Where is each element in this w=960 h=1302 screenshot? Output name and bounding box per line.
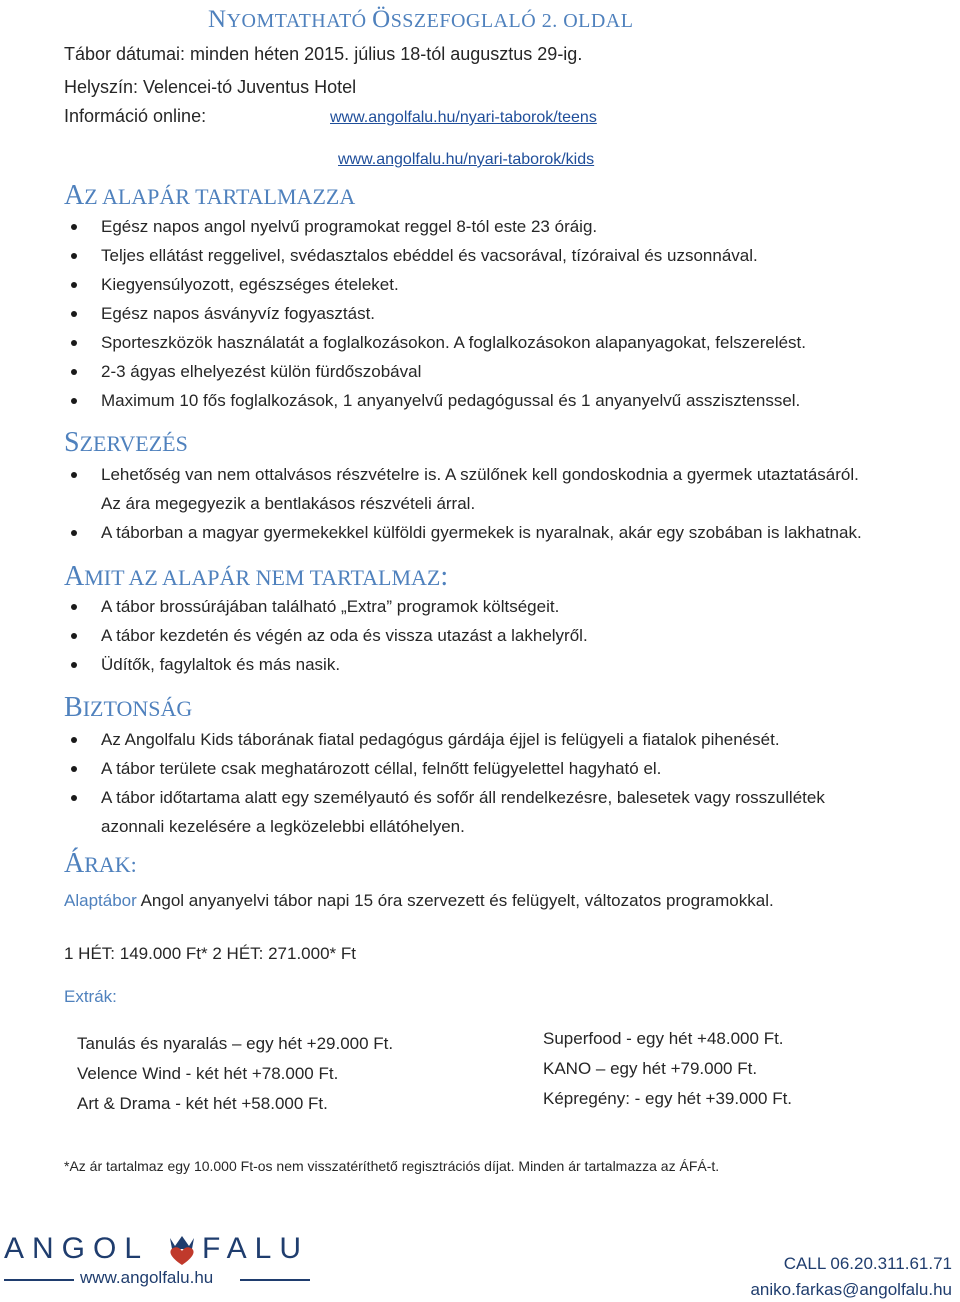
list-item: A táborban a magyar gyermekekkel külföldi gyermekek is nyaralnak, akár egy szobában is lakhatnak.	[64, 518, 944, 547]
logo-underline-right	[240, 1279, 310, 1281]
link-kids[interactable]: www.angolfalu.hu/nyari-taborok/kids	[338, 151, 595, 168]
list-item: A tábor brossúrájában található „Extra” programok költségeit.	[64, 592, 944, 621]
crown-heart-icon	[164, 1232, 200, 1268]
list-item: A tábor időtartama alatt egy személyautó és sofőr áll rendelkezésre, balesetek vagy rosszullétek	[64, 783, 944, 812]
logo-text-left: ANGOL	[4, 1232, 150, 1265]
safety-list	[64, 725, 944, 841]
included-list	[64, 212, 944, 415]
extra-item: Tanulás és nyaralás – egy hét +29.000 Ft.	[77, 1034, 394, 1053]
extras-left-column	[77, 1029, 393, 1119]
list-item: A tábor kezdetén és végén az oda és vissza utazást a lakhelyről.	[64, 621, 944, 650]
list-item: A tábor területe csak meghatározott céllal, felnőtt felügyelettel hagyható el.	[64, 754, 944, 783]
list-item: Lehetőség van nem ottalvásos részvételre is. A szülőnek kell gondoskodnia a gyermek utaztatásáról.	[64, 460, 944, 489]
list-item: Maximum 10 fős foglalkozások, 1 anyanyelvű pedagógussal és 1 anyanyelvű asszisztenssel.	[64, 386, 944, 415]
list-item: Sporteszközök használatát a foglalkozásokon. A foglalkozásokon alapanyagokat, felszerelést.	[64, 328, 944, 357]
link-teens[interactable]: www.angolfalu.hu/nyari-taborok/teens	[330, 109, 597, 126]
week-prices: 1 HÉT: 149.000 Ft* 2 HÉT: 271.000* Ft	[64, 944, 356, 963]
extra-item: Velence Wind - két hét +78.000 Ft.	[77, 1064, 339, 1083]
organization-heading: SZERVEZÉS	[64, 427, 188, 458]
list-item: Egész napos angol nyelvű programokat reggel 8-tól este 23 óráig.	[64, 212, 944, 241]
extras-right-column	[543, 1024, 792, 1114]
included-heading: AZ ALAPÁR TARTALMAZZA	[64, 180, 356, 211]
extra-item: Superfood - egy hét +48.000 Ft.	[543, 1029, 784, 1048]
logo-underline-left	[4, 1279, 74, 1281]
camp-dates: Tábor dátumai: minden héten 2015. július 18-tól augusztus 29-ig.	[64, 44, 583, 64]
list-item-continuation: azonnali kezelésére a legközelebbi ellátóhelyen.	[101, 817, 465, 836]
contact-phone: CALL 06.20.311.61.71	[783, 1254, 952, 1273]
logo	[4, 1232, 149, 1266]
base-camp-label: Alaptábor	[64, 891, 137, 910]
price-footnote: *Az ár tartalmaz egy 10.000 Ft-os nem visszatéríthető regisztrációs díjat. Minden ár tartalmazza az ÁFÁ-t.	[64, 1158, 720, 1174]
base-camp-description: Angol anyanyelvi tábor napi 15 óra szervezett és felügyelt, változatos programokkal.	[140, 891, 774, 910]
camp-location: Helyszín: Velencei-tó Juventus Hotel	[64, 77, 357, 97]
list-item: Kiegyensúlyozott, egészséges ételeket.	[64, 270, 944, 299]
extra-item: KANO – egy hét +79.000 Ft.	[543, 1059, 758, 1078]
list-item-continuation: Az ára megegyezik a bentlakásos részvételi árral.	[101, 494, 476, 513]
logo-right	[202, 1232, 309, 1266]
extra-item: Art & Drama - két hét +58.000 Ft.	[77, 1094, 328, 1113]
logo-url: www.angolfalu.hu	[80, 1268, 214, 1287]
extras-label: Extrák:	[64, 987, 117, 1006]
contact-email[interactable]: aniko.farkas@angolfalu.hu	[750, 1280, 952, 1299]
safety-heading: BIZTONSÁG	[64, 692, 193, 723]
base-camp-line	[64, 891, 774, 911]
list-item: Teljes ellátást reggelivel, svédasztalos ebéddel és vacsorával, tízóraival és uzsonnával.	[64, 241, 944, 270]
organization-list	[64, 460, 944, 547]
list-item: Egész napos ásványvíz fogyasztást.	[64, 299, 944, 328]
online-label: Információ online:	[64, 106, 207, 126]
list-item: Üdítők, fagylaltok és más nasik.	[64, 650, 944, 679]
not-included-list	[64, 592, 944, 679]
list-item: Az Angolfalu Kids táborának fiatal pedagógus gárdája éjjel is felügyeli a fiatalok pihenését.	[64, 725, 944, 754]
list-item: 2-3 ágyas elhelyezést külön fürdőszobával	[64, 357, 944, 386]
not-included-heading: AMIT AZ ALAPÁR NEM TARTALMAZ:	[64, 561, 449, 592]
logo-text-right: FALU	[202, 1232, 310, 1265]
prices-heading: ÁRAK:	[64, 848, 137, 879]
extra-item: Képregény: - egy hét +39.000 Ft.	[543, 1089, 793, 1108]
page-title: NYOMTATHATÓ ÖSSZEFOGLALÓ 2. OLDAL	[208, 6, 634, 33]
